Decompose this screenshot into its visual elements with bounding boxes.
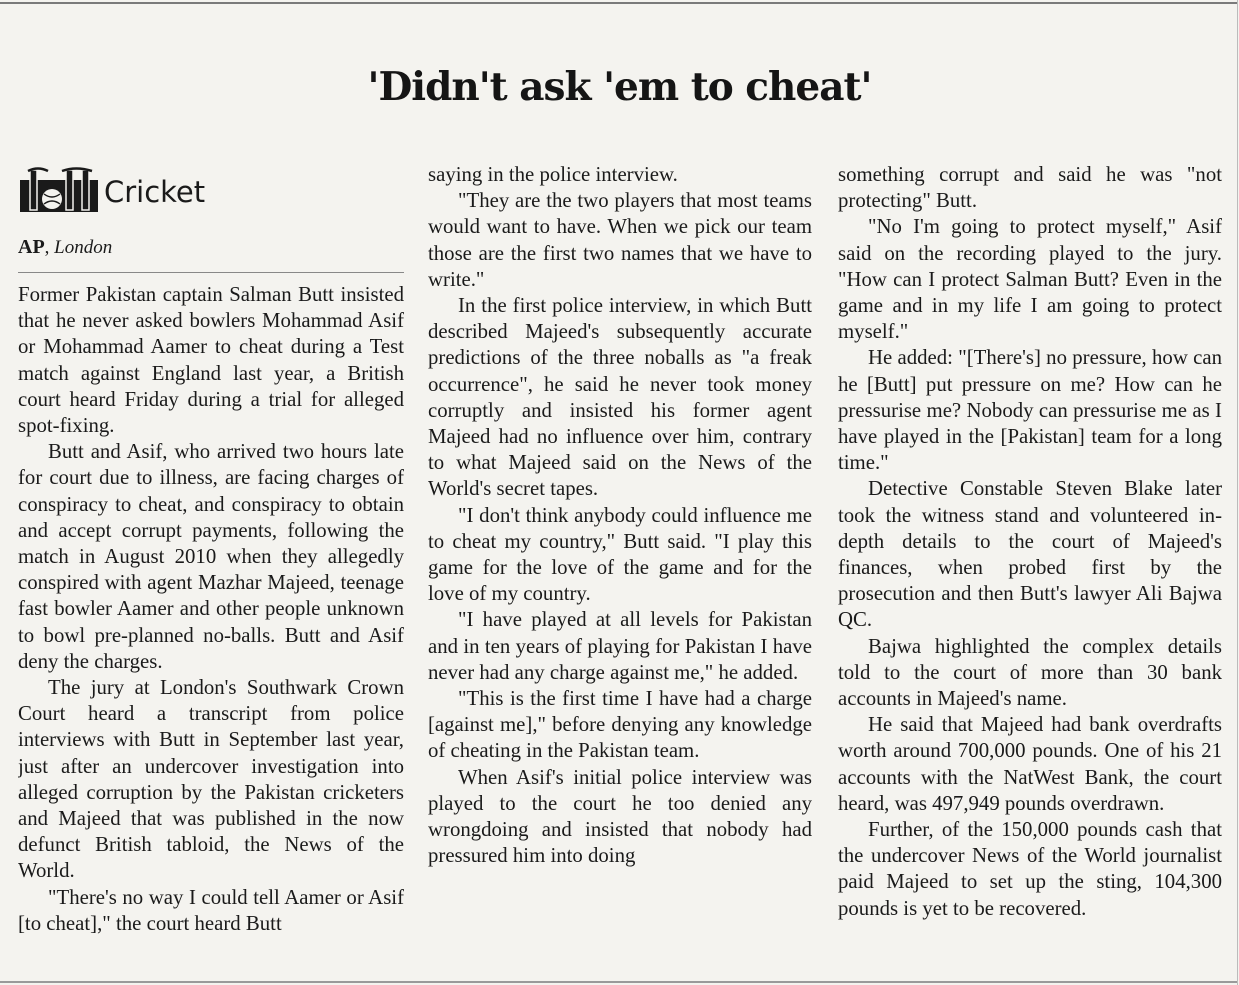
byline-agency: AP	[18, 236, 45, 258]
section-label: Cricket	[104, 175, 206, 209]
paragraph: Former Pakistan captain Salman Butt insisted that he never asked bowlers Mohammad Asif or Mohammad Aamer to cheat during a Test match against England last year, a British court heard Friday during a trial for alleged spot-fixing.	[18, 283, 404, 438]
top-border-rule	[0, 2, 1237, 4]
paragraph: "They are the two players that most teams would want to have. When we pick our team those are the first two names that we have to write."	[428, 189, 812, 291]
paragraph: In the first police interview, in which Butt described Majeed's subsequently accurate predictions of the three noballs as "a freak occurrence", he said he never took money corruptly and insisted his former agent Majeed had no influence over him, contrary to what Majeed said on the News of the World's secret tapes.	[428, 294, 812, 501]
paragraph: "This is the first time I have had a charge [against me]," before denying any knowledge of cheating in the Pakistan team.	[428, 687, 812, 763]
paragraph: "No I'm going to protect myself," Asif said on the recording played to the jury. "How can I protect Salman Butt? Even in the game and in my life I am going to protect myself."	[838, 215, 1222, 344]
byline: AP, London	[18, 236, 113, 258]
paragraph: Bajwa highlighted the complex details told to the court of more than 30 bank accounts in Majeed's name.	[838, 634, 1222, 711]
paragraph: The jury at London's Southwark Crown Court heard a transcript from police interviews with Butt in September last year, just after an undercover investigation into alleged corruption by the Pakistan cricketers and Majeed that was published in the now defunct British tabloid, the News of the World.	[18, 676, 404, 883]
paragraph: Butt and Asif, who arrived two hours late for court due to illness, are facing charges of conspiracy to cheat, and conspiracy to obtain and accept corrupt payments, following the match in August 2010 when they allegedly conspired with agent Mazhar Majeed, teenage fast bowler Aamer and other people unknown to bowl pre-planned no-balls. Butt and Asif deny the charges.	[18, 440, 404, 673]
paragraph: Further, of the 150,000 pounds cash that the undercover News of the World journalist paid Majeed to set up the sting, 104,300 pounds is yet to be recovered.	[838, 818, 1222, 920]
paragraph: "There's no way I could tell Aamer or Asif [to cheat]," the court heard Butt	[18, 885, 404, 935]
byline-place: London	[54, 237, 113, 258]
article-column-1	[18, 282, 404, 972]
bottom-border-rule	[0, 981, 1237, 983]
paragraph-continued: saying in the police interview.	[428, 163, 678, 186]
paragraph: He said that Majeed had bank overdrafts worth around 700,000 pounds. One of his 21 accounts with the NatWest Bank, the court heard, was 497,949 pounds overdrawn.	[838, 713, 1222, 815]
paragraph: Detective Constable Steven Blake later took the witness stand and volunteered in-depth details to the court of Majeed's finances, when probed first by the prosecution and then Butt's lawyer Ali Bajwa QC.	[838, 477, 1222, 632]
paragraph-continued: something corrupt and said he was "not protecting" Butt.	[838, 163, 1222, 213]
article-column-3	[838, 162, 1222, 970]
byline-divider	[18, 272, 404, 273]
section-tag	[18, 164, 404, 214]
paragraph: "I don't think anybody could influence me to cheat my country," Butt said. "I play this game for the love of the game and for the love of my country.	[428, 503, 812, 606]
paragraph: "I have played at all levels for Pakistan and in ten years of playing for Pakistan I have never had any charge against me," he added.	[428, 608, 812, 684]
article-column-2	[428, 162, 812, 970]
cricket-stumps-ball-icon	[18, 166, 100, 214]
paragraph: When Asif's initial police interview was played to the court he too denied any wrongdoing and insisted that nobody had pressured him into doing	[428, 765, 812, 868]
headline: 'Didn't ask 'em to cheat'	[367, 64, 872, 110]
paragraph: He added: "[There's] no pressure, how can he [Butt] put pressure on me? How can he pressurise me? Nobody can pressurise me as I have played in the [Pakistan] team for a long time."	[838, 346, 1222, 475]
